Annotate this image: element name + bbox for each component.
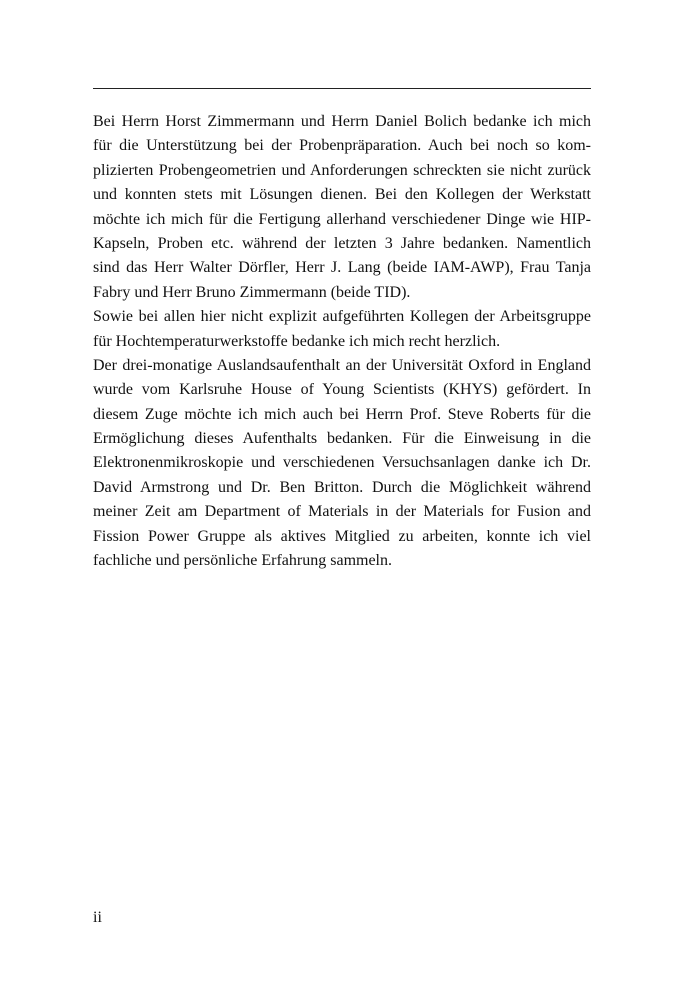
paragraph	[93, 354, 591, 574]
text-line: Elektronenmikroskopie und verschiedenen Versuchsanlagen danke ich Dr.	[93, 454, 591, 472]
text-line: Fission Power Gruppe als aktives Mitglied zu arbeiten, konnte ich viel	[93, 527, 591, 545]
header-rule	[93, 88, 591, 89]
text-line: Ermöglichung dieses Aufenthalts bedanken. Für die Einweisung in die	[93, 430, 591, 448]
text-line: Bei Herrn Horst Zimmermann und Herrn Daniel Bolich bedanke ich mich	[93, 113, 591, 130]
text-line: für Hochtemperaturwerkstoffe bedanke ich mich recht herzlich.	[93, 332, 501, 350]
text-line: Der drei-monatige Auslandsaufenthalt an der Universität Oxford in England	[93, 356, 591, 374]
text-line: Kapseln, Proben etc. während der letzten 3 Jahre bedanken. Namentlich	[93, 234, 591, 252]
text-line: fachliche und persönliche Erfahrung sammeln.	[93, 552, 392, 570]
text-line: wurde vom Karlsruhe House of Young Scientists (KHYS) gefördert. In	[93, 381, 591, 399]
text-line: für die Unterstützung bei der Probenpräparation. Auch bei noch so kom-	[93, 137, 591, 155]
text-line: meiner Zeit am Department of Materials in der Materials for Fusion and	[93, 503, 591, 521]
text-line: und konnten stets mit Lösungen dienen. Bei den Kollegen der Werkstatt	[93, 186, 591, 204]
text-line: diesem Zuge möchte ich mich auch bei Herrn Prof. Steve Roberts für die	[93, 405, 591, 423]
text-line: sind das Herr Walter Dörfler, Herr J. Lang (beide IAM-AWP), Frau Tanja	[93, 259, 591, 277]
text-line: Fabry und Herr Bruno Zimmermann (beide TID).	[93, 283, 411, 301]
text-line: David Armstrong und Dr. Ben Britton. Durch die Möglichkeit während	[93, 478, 591, 496]
paragraph	[93, 110, 591, 305]
text-line: plizierten Probengeometrien und Anforderungen schreckten sie nicht zurück	[93, 161, 591, 179]
body-text	[93, 110, 591, 573]
page-number: ii	[93, 909, 102, 926]
text-line: möchte ich mich für die Fertigung allerhand verschiedener Dinge wie HIP-	[93, 210, 591, 228]
text-line: Sowie bei allen hier nicht explizit aufgeführten Kollegen der Arbeitsgruppe	[93, 308, 591, 326]
paragraph	[93, 305, 591, 354]
